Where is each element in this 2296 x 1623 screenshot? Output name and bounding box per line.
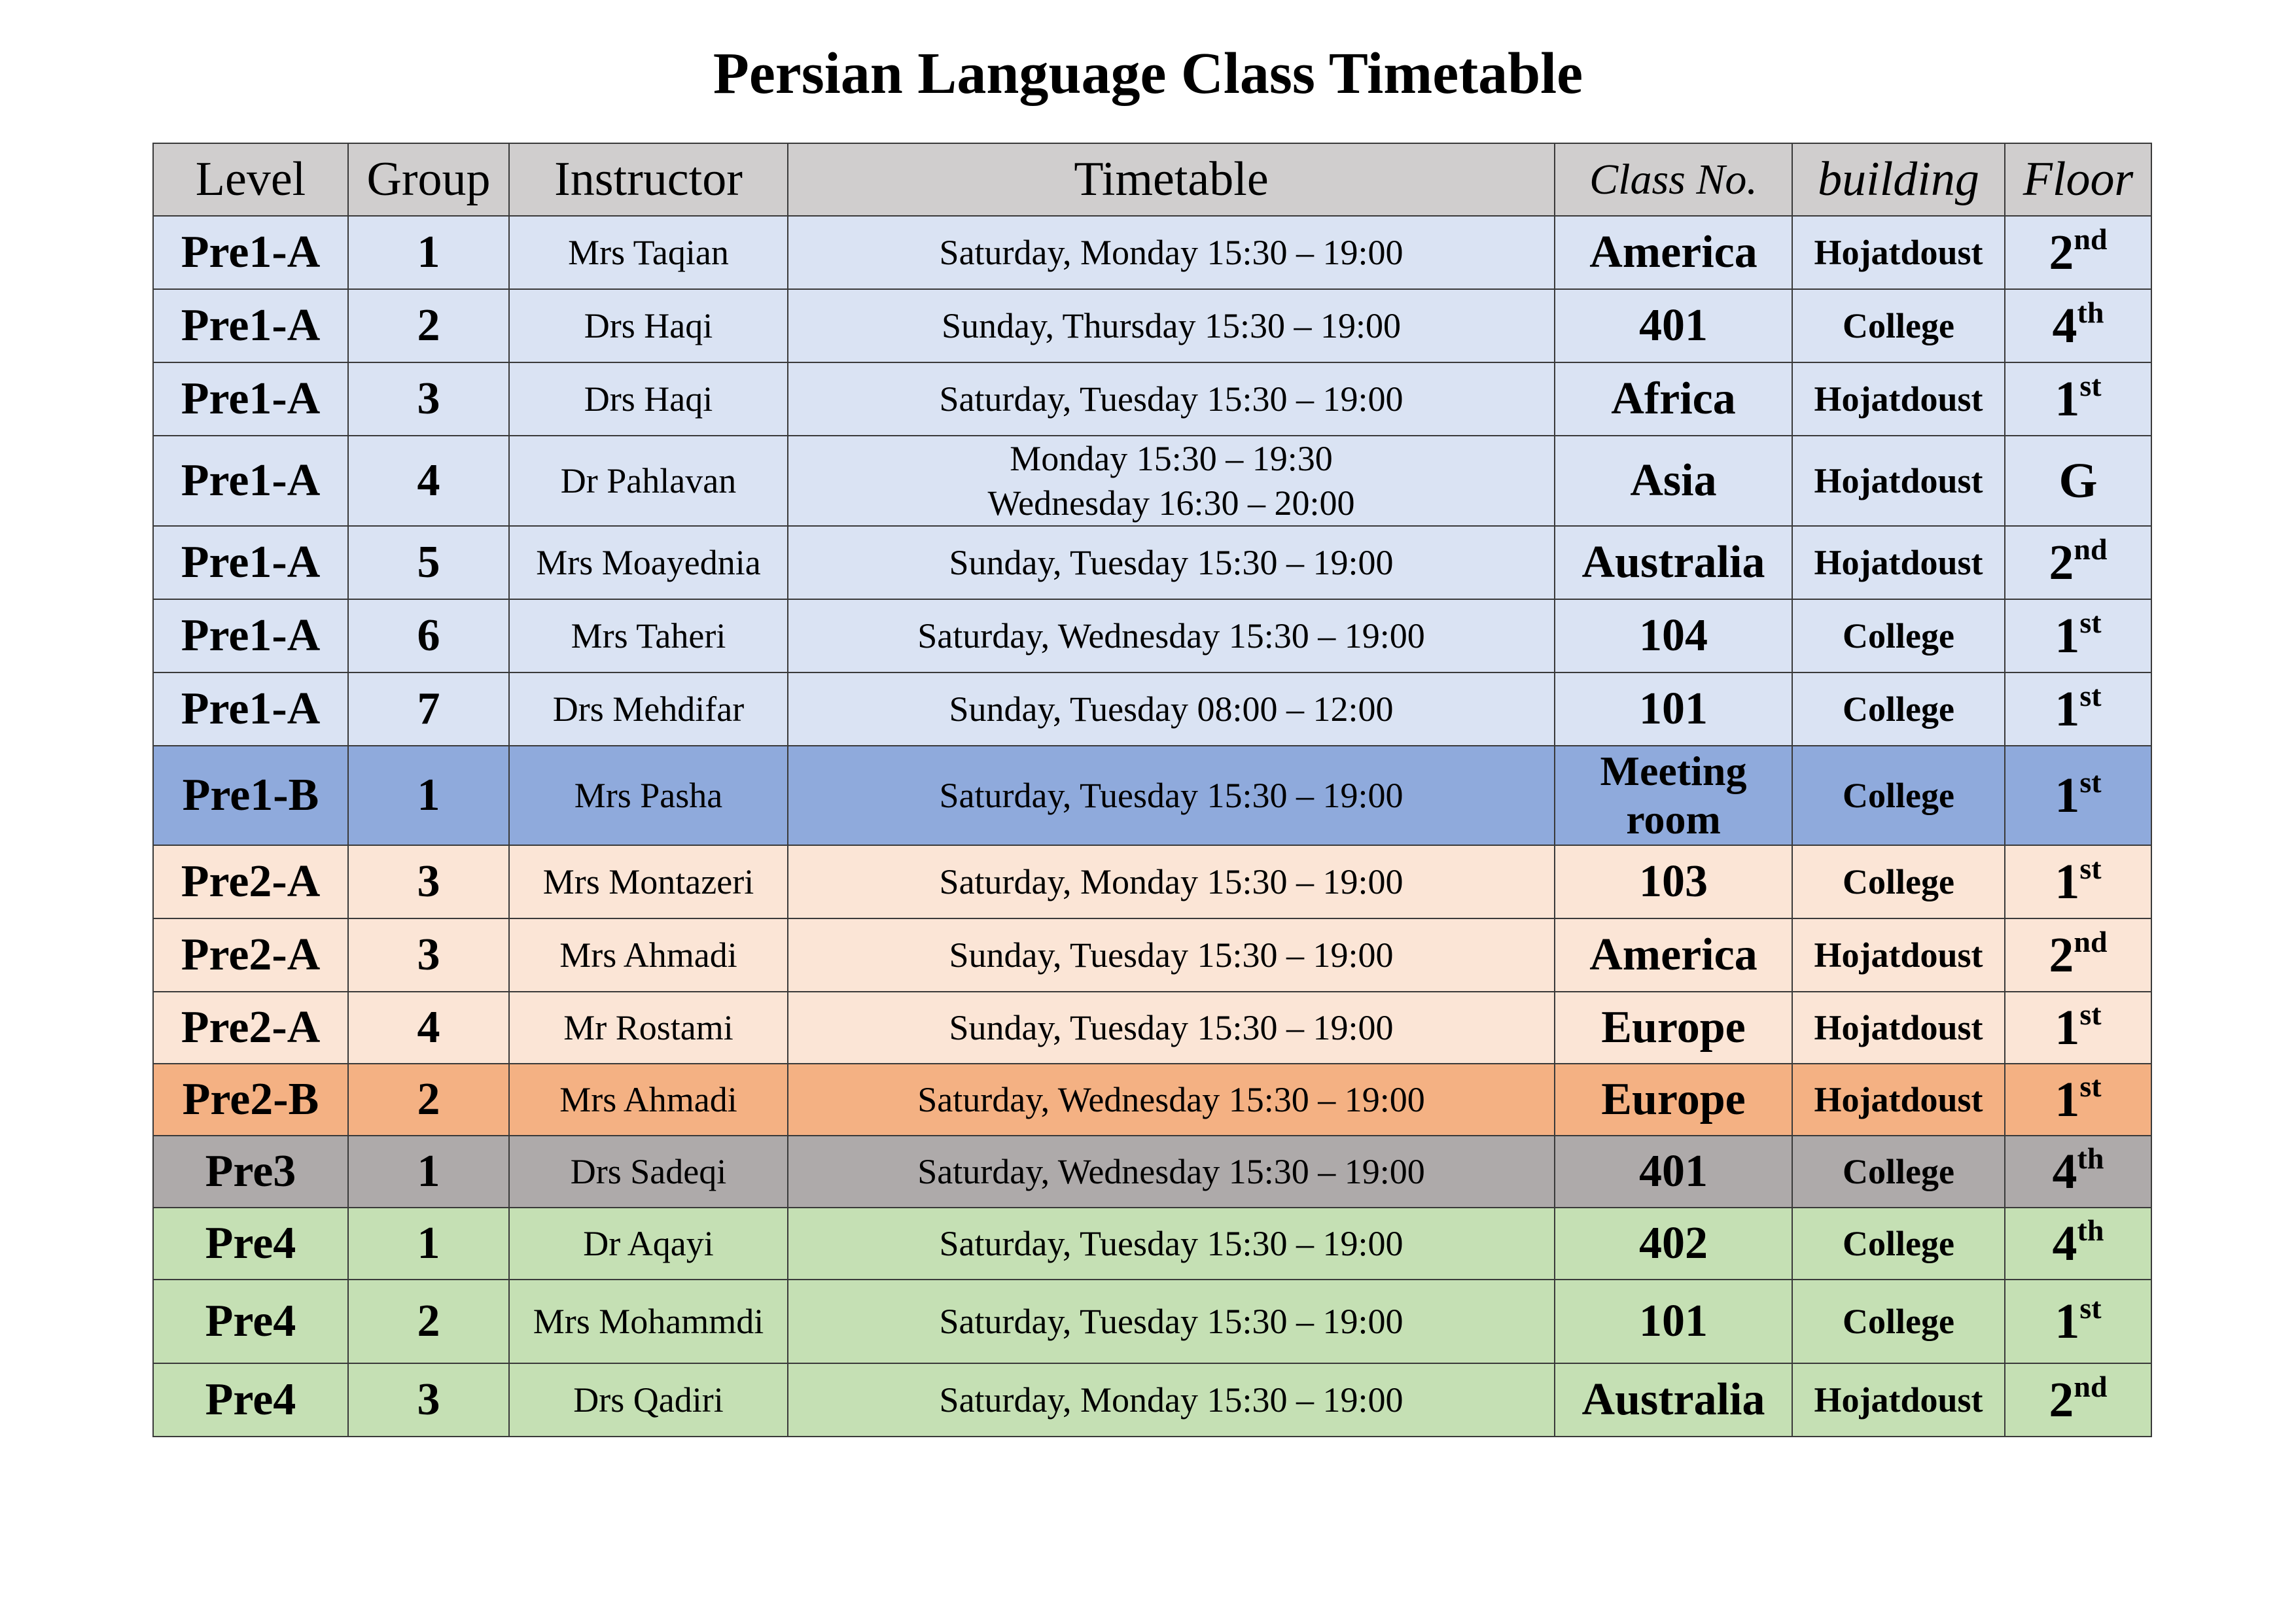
instructor-cell: Mrs Taheri (509, 599, 788, 672)
floor-cell (2005, 289, 2151, 362)
floor-number: G (2058, 453, 2098, 508)
level-cell: Pre1-A (153, 526, 348, 599)
floor-cell (2005, 436, 2151, 526)
column-header-floor: Floor (2005, 143, 2151, 216)
floor-suffix: st (2079, 368, 2102, 402)
building-cell: College (1792, 599, 2005, 672)
group-cell: 1 (348, 1136, 509, 1208)
class-no-cell: 101 (1555, 672, 1792, 746)
floor-cell (2005, 1280, 2151, 1363)
instructor-cell: Mrs Montazeri (509, 845, 788, 918)
floor-cell (2005, 746, 2151, 845)
floor-suffix: st (2079, 851, 2102, 885)
floor-suffix: st (2079, 765, 2102, 799)
floor-suffix: st (2079, 678, 2102, 712)
instructor-cell: Mrs Ahmadi (509, 1064, 788, 1136)
floor-cell (2005, 992, 2151, 1064)
group-cell: 3 (348, 845, 509, 918)
table-row (153, 1064, 2151, 1136)
class-no-cell: Africa (1555, 362, 1792, 436)
building-cell: College (1792, 845, 2005, 918)
column-header-class-no: Class No. (1555, 143, 1792, 216)
instructor-cell: Mrs Mohammdi (509, 1280, 788, 1363)
floor-suffix: th (2077, 1213, 2104, 1247)
class-no-cell: Meeting room (1555, 746, 1792, 845)
table-row (153, 1208, 2151, 1280)
floor-cell (2005, 1208, 2151, 1280)
building-cell: College (1792, 1280, 2005, 1363)
floor-number: 1 (2055, 854, 2080, 909)
level-cell: Pre1-A (153, 362, 348, 436)
building-cell: Hojatdoust (1792, 436, 2005, 526)
floor-cell (2005, 362, 2151, 436)
timetable-cell: Sunday, Tuesday 15:30 – 19:00 (788, 526, 1555, 599)
table-row (153, 918, 2151, 992)
column-header-building: building (1792, 143, 2005, 216)
table-row (153, 216, 2151, 289)
level-cell: Pre1-A (153, 216, 348, 289)
level-cell: Pre2-B (153, 1064, 348, 1136)
instructor-cell: Drs Sadeqi (509, 1136, 788, 1208)
group-cell: 1 (348, 216, 509, 289)
instructor-cell: Drs Qadiri (509, 1363, 788, 1437)
level-cell: Pre4 (153, 1280, 348, 1363)
building-cell: Hojatdoust (1792, 992, 2005, 1064)
level-cell: Pre1-A (153, 672, 348, 746)
header-row (153, 143, 2151, 216)
level-cell: Pre1-A (153, 436, 348, 526)
instructor-cell: Dr Pahlavan (509, 436, 788, 526)
group-cell: 2 (348, 1064, 509, 1136)
class-no-cell: America (1555, 216, 1792, 289)
timetable-cell: Saturday, Monday 15:30 – 19:00 (788, 216, 1555, 289)
instructor-cell: Drs Mehdifar (509, 672, 788, 746)
floor-number: 1 (2055, 767, 2080, 823)
building-cell: Hojatdoust (1792, 1363, 2005, 1437)
group-cell: 1 (348, 746, 509, 845)
floor-suffix: nd (2074, 1369, 2108, 1403)
timetable-cell: Saturday, Monday 15:30 – 19:00 (788, 1363, 1555, 1437)
timetable-cell: Sunday, Tuesday 15:30 – 19:00 (788, 992, 1555, 1064)
building-cell: Hojatdoust (1792, 526, 2005, 599)
table-row (153, 526, 2151, 599)
floor-cell (2005, 672, 2151, 746)
floor-cell (2005, 1136, 2151, 1208)
floor-cell (2005, 845, 2151, 918)
class-no-cell: Europe (1555, 1064, 1792, 1136)
level-cell: Pre1-A (153, 289, 348, 362)
table-row (153, 992, 2151, 1064)
page-title: Persian Language Class Timetable (713, 41, 1583, 106)
timetable-line: Monday 15:30 – 19:30 (1010, 439, 1333, 478)
group-cell: 2 (348, 1280, 509, 1363)
floor-number: 1 (2055, 371, 2080, 427)
timetable-cell: Saturday, Wednesday 15:30 – 19:00 (788, 1064, 1555, 1136)
building-cell: Hojatdoust (1792, 216, 2005, 289)
group-cell: 3 (348, 362, 509, 436)
floor-number: 1 (2055, 608, 2080, 663)
column-header-group: Group (348, 143, 509, 216)
level-cell: Pre2-A (153, 992, 348, 1064)
floor-number: 2 (2049, 534, 2074, 590)
floor-number: 4 (2052, 298, 2077, 353)
group-cell: 1 (348, 1208, 509, 1280)
floor-number: 1 (2055, 1000, 2080, 1055)
floor-suffix: th (2077, 295, 2104, 329)
floor-number: 4 (2052, 1143, 2077, 1199)
floor-suffix: nd (2074, 924, 2108, 958)
floor-number: 2 (2049, 927, 2074, 983)
table-row (153, 362, 2151, 436)
building-cell: Hojatdoust (1792, 918, 2005, 992)
class-no-cell: Australia (1555, 526, 1792, 599)
level-cell: Pre2-A (153, 918, 348, 992)
instructor-cell: Mrs Pasha (509, 746, 788, 845)
group-cell: 5 (348, 526, 509, 599)
table-row (153, 289, 2151, 362)
instructor-cell: Drs Haqi (509, 362, 788, 436)
floor-suffix: st (2079, 1069, 2102, 1103)
timetable-cell: Saturday, Wednesday 15:30 – 19:00 (788, 599, 1555, 672)
floor-cell (2005, 526, 2151, 599)
instructor-cell: Mrs Ahmadi (509, 918, 788, 992)
table-row (153, 436, 2151, 526)
floor-cell (2005, 216, 2151, 289)
floor-suffix: st (2079, 605, 2102, 639)
floor-number: 4 (2052, 1215, 2077, 1271)
floor-suffix: nd (2074, 222, 2108, 256)
instructor-cell: Mrs Taqian (509, 216, 788, 289)
class-no-cell: 402 (1555, 1208, 1792, 1280)
timetable-table (152, 143, 2152, 1437)
group-cell: 7 (348, 672, 509, 746)
group-cell: 3 (348, 918, 509, 992)
level-cell: Pre1-B (153, 746, 348, 845)
timetable-cell (788, 436, 1555, 526)
floor-cell (2005, 1363, 2151, 1437)
table-row (153, 1136, 2151, 1208)
table-row (153, 672, 2151, 746)
timetable-cell: Saturday, Tuesday 15:30 – 19:00 (788, 1280, 1555, 1363)
class-no-cell: 103 (1555, 845, 1792, 918)
level-cell: Pre4 (153, 1363, 348, 1437)
group-cell: 4 (348, 436, 509, 526)
level-cell: Pre1-A (153, 599, 348, 672)
table-row (153, 1363, 2151, 1437)
floor-suffix: th (2077, 1141, 2104, 1175)
instructor-cell: Mr Rostami (509, 992, 788, 1064)
timetable-cell: Saturday, Tuesday 15:30 – 19:00 (788, 746, 1555, 845)
building-cell: College (1792, 289, 2005, 362)
level-cell: Pre2-A (153, 845, 348, 918)
floor-suffix: st (2079, 997, 2102, 1031)
floor-number: 2 (2049, 224, 2074, 280)
timetable-cell: Saturday, Wednesday 15:30 – 19:00 (788, 1136, 1555, 1208)
floor-number: 1 (2055, 1072, 2080, 1127)
building-cell: College (1792, 1136, 2005, 1208)
timetable-cell: Saturday, Tuesday 15:30 – 19:00 (788, 1208, 1555, 1280)
floor-cell (2005, 1064, 2151, 1136)
timetable-cell: Saturday, Tuesday 15:30 – 19:00 (788, 362, 1555, 436)
floor-number: 1 (2055, 681, 2080, 737)
level-cell: Pre3 (153, 1136, 348, 1208)
group-cell: 6 (348, 599, 509, 672)
building-cell: College (1792, 672, 2005, 746)
class-no-cell: 401 (1555, 1136, 1792, 1208)
table-row (153, 845, 2151, 918)
timetable-cell: Sunday, Thursday 15:30 – 19:00 (788, 289, 1555, 362)
group-cell: 3 (348, 1363, 509, 1437)
class-no-cell: Australia (1555, 1363, 1792, 1437)
floor-suffix: nd (2074, 532, 2108, 566)
timetable-cell: Sunday, Tuesday 15:30 – 19:00 (788, 918, 1555, 992)
class-no-cell: 104 (1555, 599, 1792, 672)
column-header-timetable: Timetable (788, 143, 1555, 216)
table-row (153, 1280, 2151, 1363)
building-cell: Hojatdoust (1792, 1064, 2005, 1136)
timetable-cell: Saturday, Monday 15:30 – 19:00 (788, 845, 1555, 918)
table-row (153, 599, 2151, 672)
building-cell: College (1792, 1208, 2005, 1280)
group-cell: 4 (348, 992, 509, 1064)
floor-number: 2 (2049, 1372, 2074, 1427)
class-no-cell: Asia (1555, 436, 1792, 526)
floor-suffix: st (2079, 1291, 2102, 1325)
instructor-cell: Dr Aqayi (509, 1208, 788, 1280)
timetable-line: Wednesday 16:30 – 20:00 (987, 483, 1355, 523)
group-cell: 2 (348, 289, 509, 362)
table-row (153, 746, 2151, 845)
column-header-instructor: Instructor (509, 143, 788, 216)
building-cell: College (1792, 746, 2005, 845)
level-cell: Pre4 (153, 1208, 348, 1280)
instructor-cell: Mrs Moayednia (509, 526, 788, 599)
class-no-cell: 101 (1555, 1280, 1792, 1363)
floor-number: 1 (2055, 1293, 2080, 1349)
timetable-cell: Sunday, Tuesday 08:00 – 12:00 (788, 672, 1555, 746)
class-no-cell: America (1555, 918, 1792, 992)
class-no-cell: 401 (1555, 289, 1792, 362)
column-header-level: Level (153, 143, 348, 216)
instructor-cell: Drs Haqi (509, 289, 788, 362)
floor-cell (2005, 918, 2151, 992)
floor-cell (2005, 599, 2151, 672)
building-cell: Hojatdoust (1792, 362, 2005, 436)
class-no-cell: Europe (1555, 992, 1792, 1064)
